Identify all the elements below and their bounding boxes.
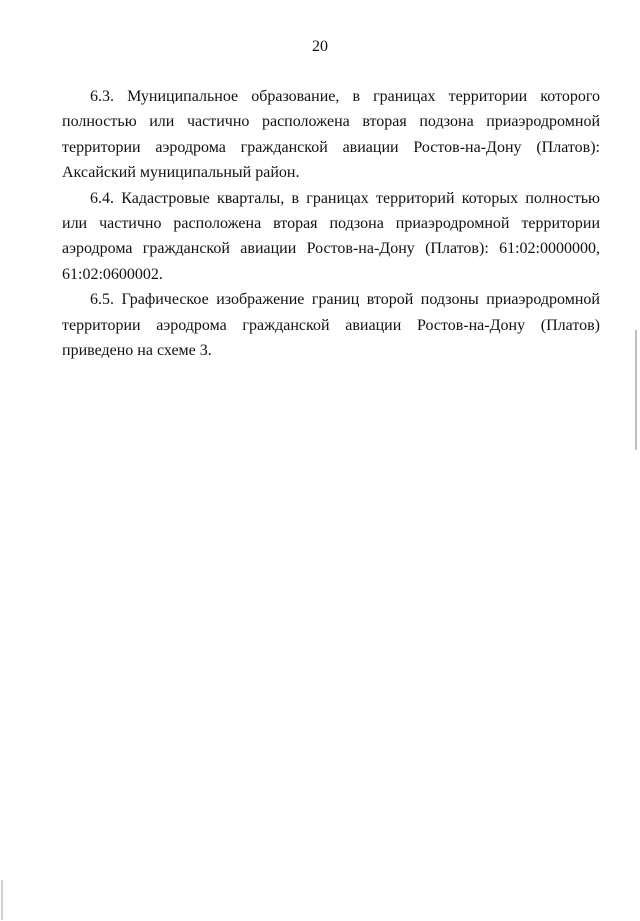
scan-edge-mark (635, 330, 637, 450)
document-body (62, 84, 600, 363)
paragraph-6-5: 6.5. Графическое изображение границ второй подзоны приаэродромной территории аэродрома гражданской авиации Ростов-на-Дону (Платов) приведено на схеме 3. (62, 291, 600, 360)
scan-edge-mark (1, 880, 3, 920)
paragraph-6-3: 6.3. Муниципальное образование, в границах территории которого полностью или частично расположена вторая подзона приаэродромной территории аэродрома гражданской авиации Ростов-на-Дону (Платов): Аксайский муниципальный район. (62, 88, 600, 182)
paragraph-6-4: 6.4. Кадастровые кварталы, в границах территорий которых полностью или частично расположена вторая подзона приаэродромной территории аэродрома гражданской авиации Ростов-на-Дону (Платов): 61:02:0000000, 61:02:0600002. (62, 189, 600, 283)
page-number: 20 (312, 38, 328, 55)
